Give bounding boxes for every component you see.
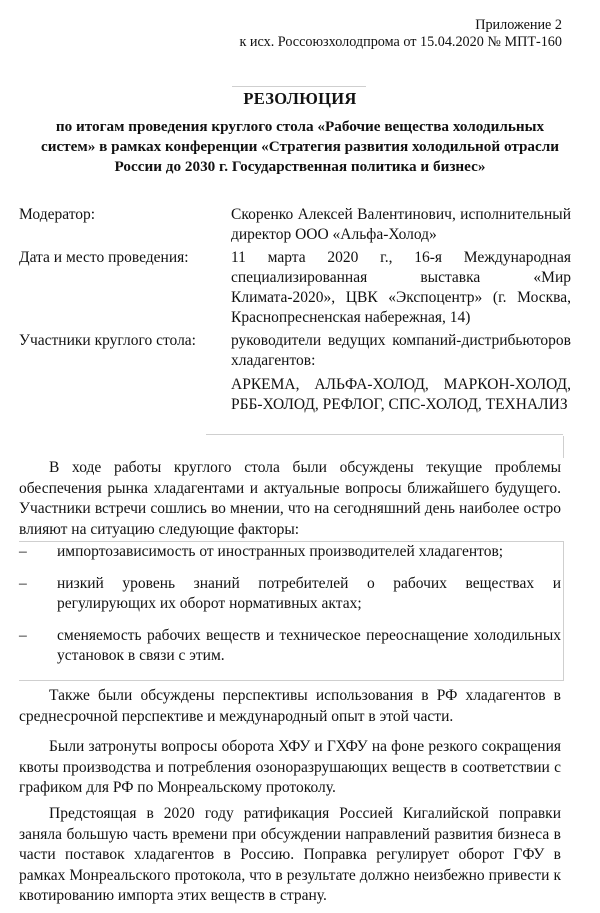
- date-place-value: 11 марта 2020 г., 16-я Международная специализированная выставка «Мир Климата-2020», ЦВК «Экспоцентр» (г. Москва, Краснопресненская набережная, 14): [231, 249, 571, 326]
- factors-right-border: [563, 541, 564, 681]
- dash-marker: –: [19, 626, 27, 644]
- appendix-line-1: Приложение 2: [475, 17, 562, 33]
- appendix-line-2: к исх. Россоюзхолодпрома от 15.04.2020 № МПТ-160: [239, 34, 562, 50]
- document-subtitle: по итогам проведения круглого стола «Рабочие вещества холодильных систем» в рамках конференции «Стратегия развития холодильной отрасли России до 2030 г. Государственная политика и бизнес»: [40, 118, 560, 175]
- factors-list: [19, 542, 561, 678]
- dash-marker: –: [19, 574, 27, 592]
- factor-text: импортозависимость от иностранных производителей хладагентов;: [57, 543, 504, 560]
- participants-value: руководители ведущих компаний-дистрибьюторов хладагентов:: [231, 332, 571, 369]
- perspectives-paragraph: Также были обсуждены перспективы использования в РФ хладагентов в среднесрочной перспективе и международный опыт в этой части.: [19, 687, 561, 725]
- title-separator: [232, 86, 366, 87]
- factor-text: сменяемость рабочих веществ и техническое переоснащение холодильных установок в связи с этим.: [57, 626, 561, 665]
- moderator-value: Скоренко Алексей Валентинович, исполнительный директор ООО «Альфа-Холод»: [231, 206, 571, 243]
- companies-bottom-border: [206, 434, 563, 435]
- intro-paragraph: В ходе работы круглого стола были обсуждены текущие проблемы обеспечения рынка хладагентами и актуальные вопросы ближайшего будущего. Участники встречи сошлись во мнении, что на сегодняшний день наиболее остро влияют на ситуацию следующие факторы:: [19, 459, 561, 538]
- kigali-paragraph: Предстоящая в 2020 году ратификация Россией Кигалийской поправки заняла большую часть времени при обсуждении направлений развития бизнеса в части поставок хладагентов в Россию. Поправка регулирует оборот ГФУ в рамках Монреальского протокола, что в результате должно неизбежно привести к квотированию импорта этих веществ в страну.: [19, 805, 561, 905]
- factors-bottom-border: [19, 680, 563, 681]
- date-place-label: Дата и место проведения:: [19, 249, 189, 266]
- companies-right-border: [563, 436, 564, 458]
- participants-companies: АРКЕМА, АЛЬФА-ХОЛОД, МАРКОН-ХОЛОД, РББ-ХОЛОД, РЕФЛОГ, СПС-ХОЛОД, ТЕХНАЛИЗ: [231, 376, 571, 413]
- factor-item: [19, 542, 561, 563]
- factor-text: низкий уровень знаний потребителей о рабочих веществах и регулирующих их оборот нормативных актах;: [57, 574, 561, 613]
- document-title: РЕЗОЛЮЦИЯ: [243, 89, 357, 108]
- appendix-note: [239, 17, 562, 51]
- participants-label: Участники круглого стола:: [19, 332, 196, 349]
- factor-item: [19, 626, 561, 667]
- cfc-hcfc-paragraph: Были затронуты вопросы оборота ХФУ и ГХФУ на фоне резкого сокращения квоты производства и потребления озоноразрушающих веществ в соответствии с графиком для РФ по Монреальскому протоколу.: [19, 738, 561, 797]
- factor-item: [19, 574, 561, 615]
- dash-marker: –: [19, 543, 27, 560]
- moderator-label: Модератор:: [19, 206, 96, 223]
